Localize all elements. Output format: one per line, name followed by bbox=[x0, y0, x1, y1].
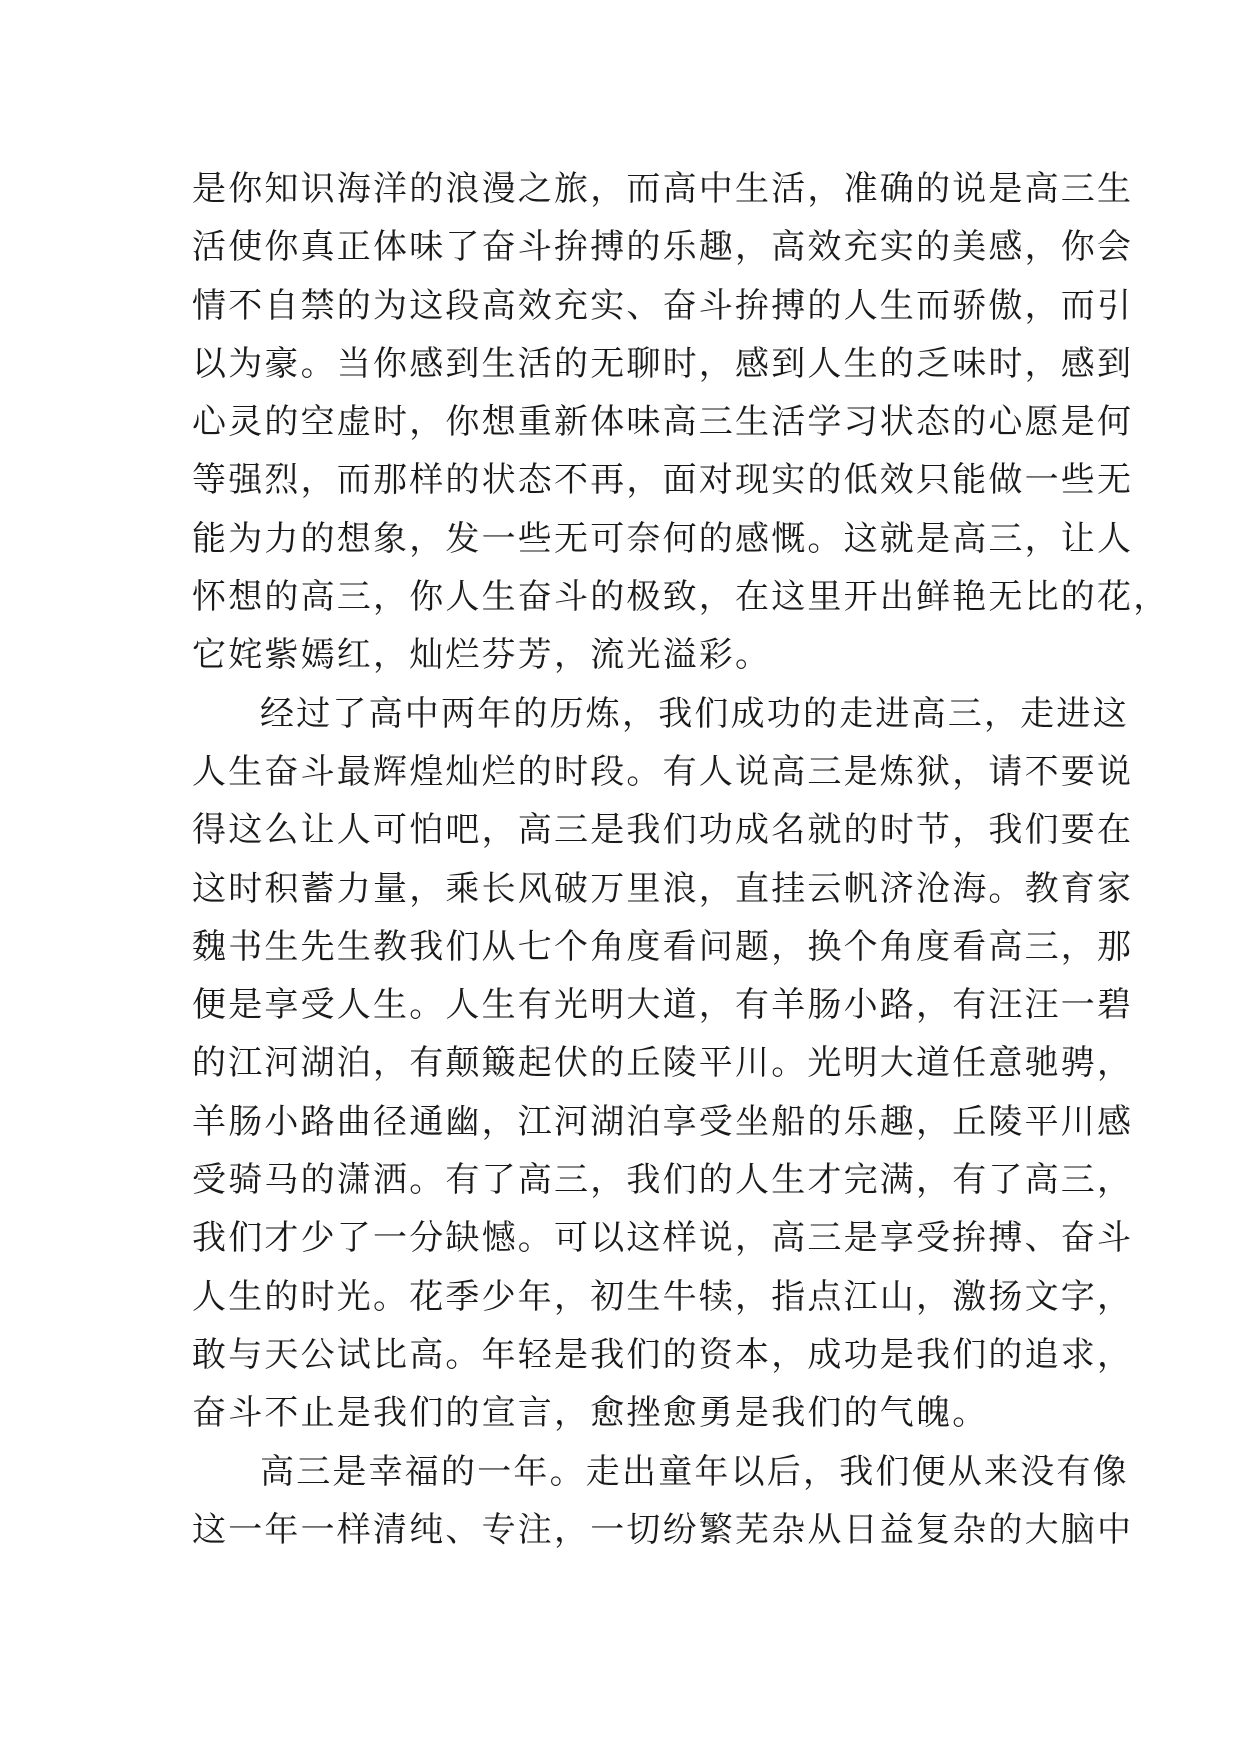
text-line: 敢与天公试比高。年轻是我们的资本，成功是我们的追求， bbox=[192, 1334, 1134, 1375]
text-line: 怀想的高三，你人生奋斗的极致，在这里开出鲜艳无比的花， bbox=[192, 577, 1170, 618]
text-line: 魏书生先生教我们从七个角度看问题，换个角度看高三，那 bbox=[192, 926, 1134, 967]
text-line: 这一年一样清纯、专注，一切纷繁芜杂从日益复杂的大脑中 bbox=[192, 1509, 1134, 1550]
text-line: 便是享受人生。人生有光明大道，有羊肠小路，有汪汪一碧 bbox=[192, 985, 1134, 1026]
paragraph-first-line: 高三是幸福的一年。走出童年以后，我们便从来没有像 bbox=[260, 1451, 1129, 1492]
paragraph-first-line: 经过了高中两年的历炼，我们成功的走进高三，走进这 bbox=[260, 693, 1129, 734]
text-line: 是你知识海洋的浪漫之旅，而高中生活，准确的说是高三生 bbox=[192, 169, 1134, 209]
text-line: 得这么让人可怕吧，高三是我们功成名就的时节，我们要在 bbox=[192, 810, 1134, 851]
text-line: 受骑马的潇洒。有了高三，我们的人生才完满，有了高三， bbox=[192, 1160, 1134, 1201]
text-line: 奋斗不止是我们的宣言，愈挫愈勇是我们的气魄。 bbox=[192, 1393, 989, 1434]
text-line: 以为豪。当你感到生活的无聊时，感到人生的乏味时，感到 bbox=[192, 343, 1134, 384]
text-line: 心灵的空虚时，你想重新体味高三生活学习状态的心愿是何 bbox=[192, 402, 1134, 443]
text-line: 能为力的想象，发一些无可奈何的感慨。这就是高三，让人 bbox=[192, 518, 1134, 559]
text-line: 我们才少了一分缺憾。可以这样说，高三是享受拚搏、奋斗 bbox=[192, 1218, 1134, 1259]
text-line: 活使你真正体味了奋斗拚搏的乐趣，高效充实的美感，你会 bbox=[192, 227, 1134, 268]
text-line: 羊肠小路曲径通幽，江河湖泊享受坐船的乐趣，丘陵平川感 bbox=[192, 1101, 1134, 1142]
text-line: 情不自禁的为这段高效充实、奋斗拚搏的人生而骄傲，而引 bbox=[192, 285, 1134, 326]
text-line: 等强烈，而那样的状态不再，面对现实的低效只能做一些无 bbox=[192, 460, 1134, 501]
text-line: 人生奋斗最辉煌灿烂的时段。有人说高三是炼狱，请不要说 bbox=[192, 751, 1134, 792]
text-line: 人生的时光。花季少年，初生牛犊，指点江山，激扬文字， bbox=[192, 1276, 1134, 1317]
text-line: 它姹紫嫣红，灿烂芬芳，流光溢彩。 bbox=[192, 635, 772, 676]
text-line: 这时积蓄力量，乘长风破万里浪，直挂云帆济沧海。教育家 bbox=[192, 868, 1134, 909]
text-line: 的江河湖泊，有颠簸起伏的丘陵平川。光明大道任意驰骋， bbox=[192, 1043, 1134, 1084]
body-text bbox=[192, 160, 1170, 1559]
